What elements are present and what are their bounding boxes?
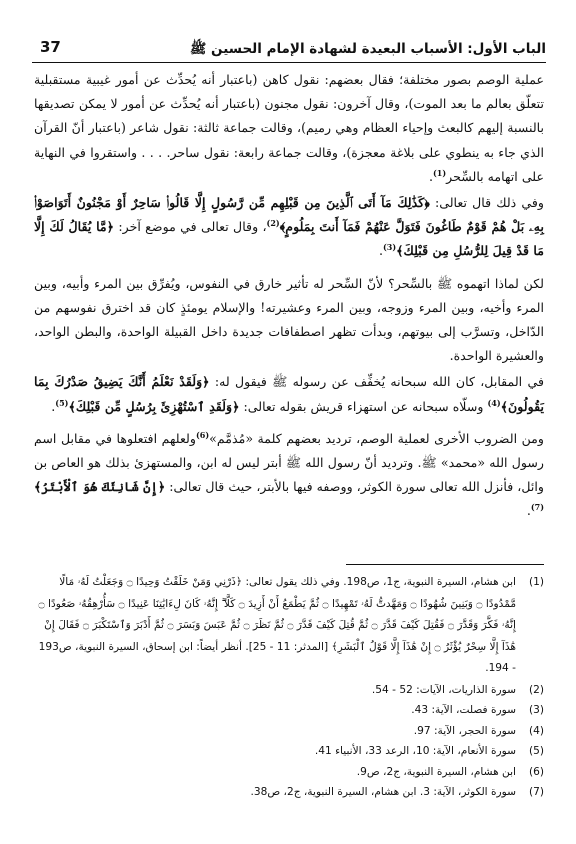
paragraph-tail: . [428, 168, 433, 184]
footnote-ref: (5) [55, 397, 69, 408]
footnote-ref: (7) [530, 502, 544, 513]
paragraph-text: ومن الضروب الأخرى لعملية الوصم، ترديد بعضهم كلمة «مُذمَّم» [209, 430, 545, 446]
footnote [34, 700, 544, 721]
footnote-number: (5) [528, 745, 544, 758]
main-text [34, 68, 544, 524]
paragraph-text: لكن لماذا اتهموه ﷺ بالسِّحر؟ لأنّ السِّحر له تأثير خارق في النفوس، ويُفرِّق بين المرء وأبيه، وبين المرء وأخيه، وبين المرء وزوجه، وبين المرء وعشيرته! والإسلام يومئذٍ كان قد اخترق نفوسهم من الدّاخل، وتسرَّب إلى بيوتهم، وبدأت تظهر اصطفافات جديدة داخل القبيلة الواحدة، والبطن الواحد، والعشيرة الواحدة. [34, 275, 544, 364]
footnote [34, 680, 544, 701]
paragraph-text: عملية الوصم بصور مختلفة؛ فقال بعضهم: نقول كاهن (باعتبار أنه يُحدِّث عن أمور غيبية مستقبلية تتعلّق بعالم ما بعد الموت)، وقال آخرون: نقول مجنون (باعتبار أنه يُحدِّث عن أمور لا يمكن تصديقها بالنسبة إليهم كالبعث وإحياء العظام وهي رميم)، وقالت جماعة ثالثة: نقول شاعر (باعتبار أنّ القرآن الذي جاء به ينطوي على بلاغة معجزة)، وقالت جماعة رابعة: نقول ساحر. . . . واستقروا في النهاية على اتهامه بالسِّحر [34, 72, 544, 184]
quran-verse: ﴿إِنَّ شَانِئَكَ هُوَ ٱلْأَبْتَرُ﴾ [34, 479, 166, 495]
footnote-number: (4) [528, 724, 544, 737]
footnote-text: سورة الحجر، الآية: 97. [413, 724, 516, 737]
footnote-number: (7) [528, 786, 544, 799]
quran-verse: ﴿كَذَٰلِكَ مَآ أَتَى ٱلَّذِينَ مِن قَبْلِهِم مِّن رَّسُولٍ إِلَّا قَالُوا۟ سَاحِرٌ أَوْ مَجْنُونٌ أَتَوَاصَوْا۟ بِهِۦ بَلْ هُمْ قَوْمٌ طَاغُونَ فَتَوَلَّ عَنْهُمْ فَمَآ أَنتَ بِمَلُومٍ﴾ [34, 195, 544, 235]
paragraph-5 [34, 427, 544, 524]
paragraph-text: ، وقال تعالى في موضع آخر: [114, 219, 267, 235]
footnote-text: سورة الذاريات، الآيات: 52 - 54. [371, 683, 516, 696]
footnote-text: سورة فصلت، الآية: 43. [411, 704, 516, 717]
footnote-number: (2) [528, 683, 544, 696]
paragraph-text: وسلّاه سبحانه عن استهزاء قريش بقوله تعالى: [239, 398, 488, 414]
paragraph-4 [34, 370, 544, 418]
footnote-ref: (2) [266, 218, 280, 229]
paragraph-tail: . [526, 503, 531, 519]
footnote-text: ابن هشام، السيرة النبوية، ج1، ص198. وفي ذلك يقول تعالى: ﴿ذَرْنِي وَمَنْ خَلَقْتُ وَحِيدًا ۝ وَجَعَلْتُ لَهُۥ مَالًا مَّمْدُودًا ۝ وَبَنِينَ شُهُودًا ۝ وَمَهَّدتُّ لَهُۥ تَمْهِيدًا ۝ ثُمَّ يَطْمَعُ أَنْ أَزِيدَ ۝ كَلَّآ ۖ إِنَّهُۥ كَانَ لِءَايَٰتِنَا عَنِيدًا ۝ سَأُرْهِقُهُۥ صَعُودًا ۝ إِنَّهُۥ فَكَّرَ وَقَدَّرَ ۝ فَقُتِلَ كَيْفَ قَدَّرَ ۝ ثُمَّ قُتِلَ كَيْفَ قَدَّرَ ۝ ثُمَّ نَظَرَ ۝ ثُمَّ عَبَسَ وَبَسَرَ ۝ ثُمَّ أَدْبَرَ وَٱسْتَكْبَرَ ۝ فَقَالَ إِنْ هَٰذَآ إِلَّا سِحْرٌ يُؤْثَرُ ۝ إِنْ هَٰذَآ إِلَّا قَوْلُ ٱلْبَشَرِ﴾ [المدثر: 11 - 25]. أنظر أيضاً: ابن إسحاق، السيرة النبوية، ص193 - 194. [38, 576, 516, 675]
running-header [32, 32, 546, 63]
paragraph-3 [34, 272, 544, 369]
paragraph-text: ولعلهم افتعلوها في مقابل اسم رسول الله «محمد» ﷺ. وترديد أنّ رسول الله ﷺ أبتر ليس له ابن، والمستهزئ بذلك هو العاص بن وائل، فأنزل الله تعالى سورة الكوثر، ووصفه فيها بالأبتر، حيث قال تعالى: [34, 430, 544, 495]
quran-verse: ﴿مَّا يُقَالُ لَكَ إِلَّا مَا قَدْ قِيلَ لِلرُّسُلِ مِن قَبْلِكَ﴾ [34, 219, 544, 259]
paragraph-text: في المقابل، كان الله سبحانه يُخفِّف عن رسوله ﷺ فيقول له: [209, 374, 544, 390]
footnote-ref: (1) [433, 167, 447, 178]
footnote-number: (3) [528, 704, 544, 717]
footnote [34, 741, 544, 762]
quran-verse: ﴿وَلَقَدِ ٱسْتُهْزِئَ بِرُسُلٍ مِّن قَبْلِكَ﴾ [68, 398, 240, 414]
page-number: 37 [40, 38, 61, 56]
footnote-number: (6) [528, 765, 544, 778]
footnote [34, 572, 544, 680]
paragraph-2 [34, 191, 544, 264]
footnote-text: سورة الكوثر، الآية: 3. ابن هشام، السيرة النبوية، ج2، ص38. [250, 786, 516, 799]
footnote-text: ابن هشام، السيرة النبوية، ج2، ص9. [356, 765, 516, 778]
footnote [34, 782, 544, 803]
quran-verse: ﴿وَلَقَدْ نَعْلَمُ أَنَّكَ يَضِيقُ صَدْرُكَ بِمَا يَقُولُونَ﴾ [34, 374, 544, 414]
footnotes [34, 572, 544, 803]
footnote [34, 721, 544, 742]
chapter-title: الباب الأول: الأسباب البعيدة لشهادة الإمام الحسين ﷺ [190, 41, 546, 57]
footnote-ref: (3) [382, 242, 397, 253]
footnote-text: سورة الأنعام، الآية: 10، الرعد 33، الأنبياء 41. [314, 745, 516, 758]
footnote [34, 762, 544, 783]
footnote-separator [346, 564, 544, 565]
footnote-ref: (4) [487, 397, 501, 408]
footnote-ref: (6) [195, 429, 210, 440]
footnote-number: (1) [528, 576, 544, 588]
paragraph-1 [34, 68, 544, 189]
paragraph-text: وفي ذلك قال تعالى: [429, 195, 544, 211]
paragraph-tail: . [378, 243, 383, 259]
paragraph-tail: . [51, 398, 56, 414]
